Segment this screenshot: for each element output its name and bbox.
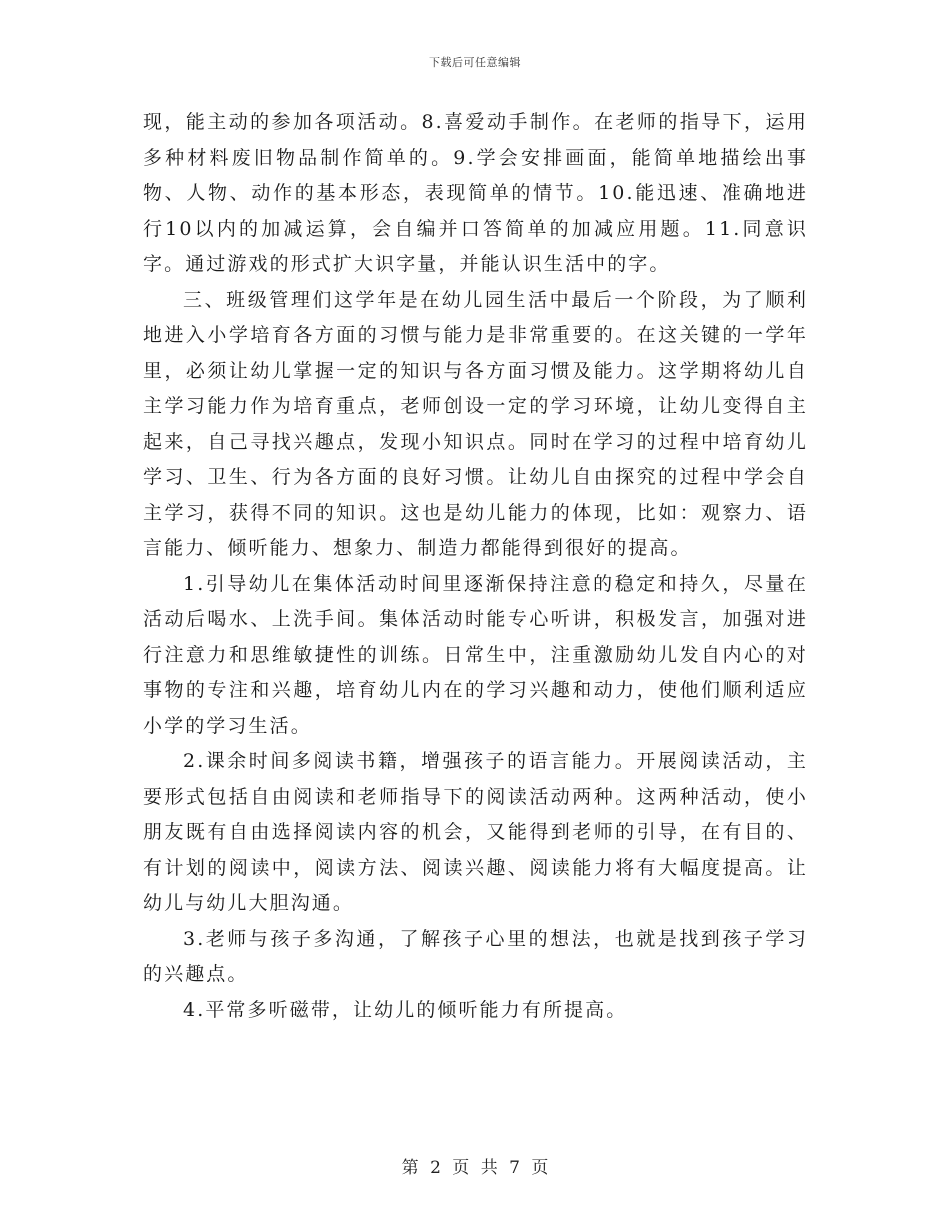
page-number-footer: 第 2 页 共 7 页 <box>401 1158 549 1178</box>
paragraph-item-2-reading: 2.课余时间多阅读书籍，增强孩子的语言能力。开展阅读活动，主要形式包括自由阅读和老师指导下的阅读活动两种。这两种活动，使小朋友既有自由选择阅读内容的机会，又能得到老师的引导，在有目的、有计划的阅读中，阅读方法、阅读兴趣、阅读能力将有大幅度提高。让幼儿与幼儿大胆沟通。 <box>143 750 808 914</box>
paragraph-class-management: 三、班级管理们这学年是在幼儿园生活中最后一个阶段，为了顺利地进入小学培育各方面的习惯与能力是非常重要的。在这关键的一学年里，必须让幼儿掌握一定的知识与各方面习惯及能力。这学期将幼儿自主学习能力作为培育重点，老师创设一定的学习环境，让幼儿变得自主起来，自己寻找兴趣点，发现小知识点。同时在学习的过程中培育幼儿学习、卫生、行为各方面的良好习惯。让幼儿自由探究的过程中学会自主学习，获得不同的知识。这也是幼儿能力的体现，比如：观察力、语言能力、倾听能力、想象力、制造力都能得到很好的提高。 <box>143 288 808 559</box>
paragraph-item-3-communication: 3.老师与孩子多沟通，了解孩子心里的想法，也就是找到孩子学习的兴趣点。 <box>143 927 808 985</box>
paragraph-goals-continued: 现，能主动的参加各项活动。8.喜爱动手制作。在老师的指导下，运用多种材料废旧物品制作简单的。9.学会安排画面，能简单地描绘出事物、人物、动作的基本形态，表现简单的情节。10.能迅速、准确地进行10以内的加减运算，会自编并口答简单的加减应用题。11.同意识字。通过游戏的形式扩大识字量，并能认识生活中的字。 <box>143 111 808 275</box>
paragraph-item-1-attention: 1.引导幼儿在集体活动时间里逐渐保持注意的稳定和持久，尽量在活动后喝水、上洗手间。集体活动时能专心听讲，积极发言，加强对进行注意力和思维敏捷性的训练。日常生中，注重激励幼儿发自内心的对事物的专注和兴趣，培育幼儿内在的学习兴趣和动力，使他们顺利适应小学的学习生活。 <box>143 572 808 737</box>
paragraph-item-4-listening: 4.平常多听磁带，让幼儿的倾听能力有所提高。 <box>183 998 628 1021</box>
document-body <box>143 105 808 1028</box>
page-header: 下载后可任意编辑 <box>429 56 521 69</box>
